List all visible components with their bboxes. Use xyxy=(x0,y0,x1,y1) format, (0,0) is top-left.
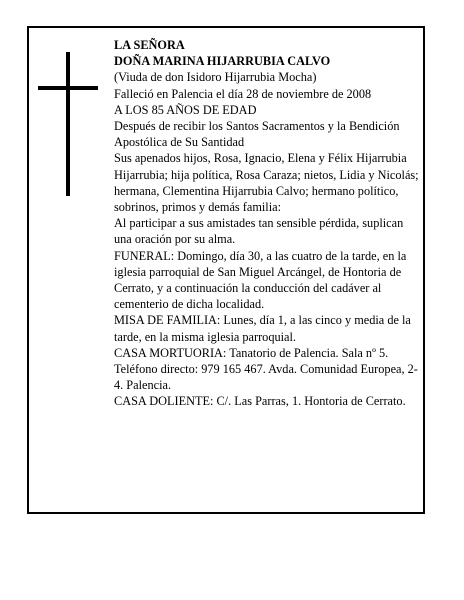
widow-line: (Viuda de don Isidoro Hijarrubia Mocha) xyxy=(114,70,317,85)
cross-icon-bar xyxy=(38,86,98,90)
title-line-1: LA SEÑORA xyxy=(114,38,185,52)
cross-icon xyxy=(66,52,70,196)
family-mass-paragraph: MISA DE FAMILIA: Lunes, día 1, a las cinco y media de la tarde, en la misma iglesia parroquial. xyxy=(114,313,411,344)
deceased-name: DOÑA MARINA HIJARRUBIA CALVO xyxy=(114,54,331,69)
obituary-text xyxy=(114,37,420,410)
request-paragraph: Al participar a sus amistades tan sensible pérdida, suplican una oración por su alma. xyxy=(114,216,404,247)
funeral-paragraph: FUNERAL: Domingo, día 30, a las cuatro de la tarde, en la iglesia parroquial de San Miguel Arcángel, de Hontoria de Cerrato, y a continuación la conducción del cadáver al cementerio de dicha localidad. xyxy=(114,248,407,312)
sacraments-paragraph: Después de recibir los Santos Sacramentos y la Bendición Apostólica de Su Santidad xyxy=(114,119,400,150)
mourning-house-paragraph: CASA DOLIENTE: C/. Las Parras, 1. Hontoria de Cerrato. xyxy=(114,394,406,409)
mortuary-paragraph: CASA MORTUORIA: Tanatorio de Palencia. Sala nº 5. Teléfono directo: 979 165 467. Avda. Comunidad Europea, 2-4. Palencia. xyxy=(114,345,418,393)
family-paragraph: Sus apenados hijos, Rosa, Ignacio, Elena y Félix Hijarrubia Hijarrubia; hija política, Rosa Caraza; nietos, Lidia y Nicolás; hermana, Clementina Hijarrubia Calvo; hermano político, sobrinos, primos y demás familia: xyxy=(114,151,419,215)
age-line: A LOS 85 AÑOS DE EDAD xyxy=(114,102,257,117)
death-line: Falleció en Palencia el día 28 de noviembre de 2008 xyxy=(114,86,372,101)
